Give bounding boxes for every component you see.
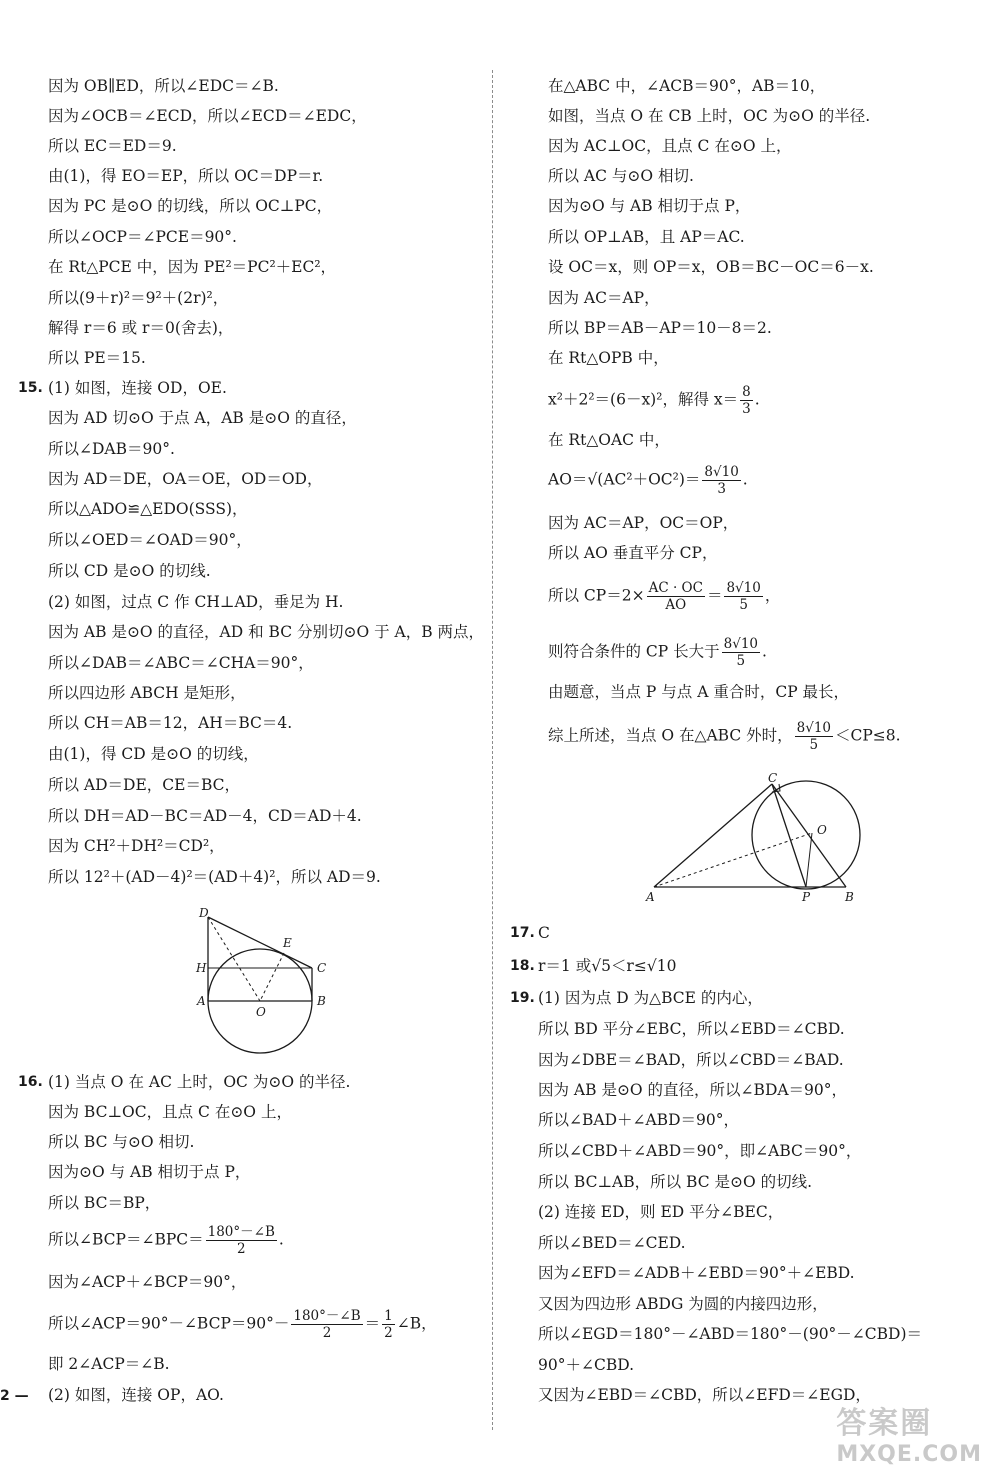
text-line: 因为 AD 切⊙O 于点 A，AB 是⊙O 的直径， [48, 409, 357, 427]
text-line: 在 Rt△PCE 中，因为 PE²＝PC²＋EC²， [48, 258, 337, 276]
numerator: 180°－∠B [293, 1308, 361, 1324]
segment-ac [654, 784, 772, 887]
text-fragment: x²＋2²＝(6－x)²，解得 x＝ [548, 390, 739, 409]
text-line: 即 2∠ACP＝∠B. [48, 1355, 170, 1373]
segment-oe [260, 953, 284, 1001]
numerator: 1 [384, 1308, 393, 1324]
watermark-title: 答案圈 [836, 1406, 933, 1441]
text-line: 所以 OP⊥AB，且 AP＝AC. [548, 228, 745, 246]
text-line: 所以∠OCP＝∠PCE＝90°. [48, 228, 237, 246]
text-line: 因为∠DBE＝∠BAD，所以∠CBD＝∠BAD. [538, 1051, 844, 1069]
fraction [795, 720, 833, 753]
text-line: 因为 OB∥ED，所以∠EDC＝∠B. [48, 77, 279, 95]
text-line: 因为 AB 是⊙O 的直径，AD 和 BC 分别切⊙O 于 A，B 两点， [48, 623, 485, 641]
text-line: 所以 PE＝15. [48, 349, 146, 367]
numerator: 8 [742, 384, 751, 400]
numerator: 8√10 [723, 636, 759, 652]
equation-cp [548, 580, 780, 613]
tangent-dc [208, 917, 312, 968]
text-line: 又因为四边形 ABDG 为圆的内接四边形， [538, 1295, 828, 1313]
fraction [740, 384, 753, 417]
question-number-19: 19. [510, 990, 535, 1006]
text-line: 因为⊙O 与 AB 相切于点 P， [48, 1163, 251, 1181]
text-line: 所以 EC＝ED＝9. [48, 137, 177, 155]
answer-18: r＝1 或√5＜r≤√10 [538, 957, 677, 975]
text-fragment: ， [764, 586, 781, 605]
fraction [206, 1224, 277, 1257]
text-line: 所以∠BED＝∠CED. [538, 1234, 686, 1252]
watermark [836, 1398, 982, 1467]
label-c: C [768, 771, 778, 785]
fraction [382, 1308, 395, 1341]
text-fragment: 所以∠ACP＝90°－∠BCP＝90°－ [48, 1314, 290, 1333]
text-line: 因为⊙O 与 AB 相切于点 P， [548, 197, 751, 215]
text-line: 所以 BP＝AB－AP＝10－8＝2. [548, 319, 772, 337]
text-line: 所以 AC 与⊙O 相切. [548, 167, 694, 185]
text-line: 因为 AC＝AP，OC＝OP， [548, 514, 739, 532]
text-line: 所以 CD 是⊙O 的切线. [48, 562, 211, 580]
text-fragment: ＝ [706, 586, 723, 605]
label-b: B [317, 994, 326, 1008]
segment-cb [772, 784, 846, 887]
text-line: 设 OC＝x，则 OP＝x，OB＝BC－OC＝6－x. [548, 258, 874, 276]
label-h: H [196, 961, 207, 975]
text-line: 由题意，当点 P 与点 A 重合时，CP 最长， [548, 683, 850, 701]
fraction [702, 464, 740, 497]
text-line: 所以∠OED＝∠OAD＝90°， [48, 531, 252, 549]
text-line: (1) 因为点 D 为△BCE 的内心， [538, 989, 763, 1007]
text-fragment: 所以 CP＝2× [548, 586, 645, 605]
question-number-16: 16. [18, 1074, 43, 1090]
text-line: 如图，当点 O 在 CB 上时，OC 为⊙O 的半径. [548, 107, 871, 125]
text-line: 所以 12²＋(AD－4)²＝(AD＋4)²，所以 AD＝9. [48, 868, 381, 886]
text-line: 因为 BC⊥OC，且点 C 在⊙O 上， [48, 1103, 292, 1121]
text-line: 因为 CH²＋DH²＝CD²， [48, 837, 225, 855]
column-divider [492, 70, 493, 1430]
text-line: 由(1)，得 CD 是⊙O 的切线， [48, 745, 259, 763]
numerator: AC · OC [648, 580, 703, 596]
text-line: 所以∠CBD＋∠ABD＝90°，即∠ABC＝90°， [538, 1142, 862, 1160]
denominator: 5 [736, 653, 746, 669]
text-line: 又因为∠EBD＝∠CBD，所以∠EFD＝∠EGD， [538, 1386, 871, 1404]
text-line: 由(1)，得 EO＝EP，所以 OC＝DP＝r. [48, 167, 324, 185]
segment-cp [772, 784, 806, 887]
fraction [724, 580, 762, 613]
text-line: 所以 AO 垂直平分 CP， [548, 544, 718, 562]
question-number-15: 15. [18, 380, 43, 396]
text-line: 在 Rt△OPB 中， [548, 349, 669, 367]
text-line: 所以△ADO≌△EDO(SSS)， [48, 500, 248, 518]
label-c: C [317, 961, 327, 975]
text-line: 在△ABC 中，∠ACB＝90°，AB＝10， [548, 77, 826, 95]
text-line: 所以∠EGD＝180°－∠ABD＝180°－(90°－∠CBD)＝ [538, 1325, 923, 1343]
watermark-url: MXQE.COM [836, 1442, 982, 1467]
text-line: 所以∠BAD＋∠ABD＝90°， [538, 1111, 739, 1129]
equation-acp [48, 1308, 437, 1341]
equation-x [548, 384, 760, 417]
label-o: O [256, 1005, 266, 1019]
denominator: 2 [384, 1325, 393, 1341]
numerator: 180°－∠B [207, 1224, 275, 1240]
denominator: 3 [717, 481, 726, 497]
text-fragment: ＝ [364, 1314, 381, 1333]
numerator: 8√10 [796, 720, 832, 736]
text-line: 因为 AC＝AP， [548, 289, 660, 307]
label-e: E [283, 936, 292, 950]
equation-bcp [48, 1224, 284, 1257]
text-line: 因为 AB 是⊙O 的直径，所以∠BDA＝90°， [538, 1081, 848, 1099]
text-fragment: . [762, 642, 767, 661]
text-fragment: 所以∠BCP＝∠BPC＝ [48, 1230, 204, 1249]
denominator: 2 [322, 1325, 332, 1341]
segment-ao [654, 833, 812, 887]
page-number: 2 — [0, 1388, 29, 1404]
fraction [291, 1308, 362, 1341]
segment-op [806, 833, 812, 887]
text-line: 因为∠EFD＝∠ADB＋∠EBD＝90°＋∠EBD. [538, 1264, 855, 1282]
denominator: 3 [742, 401, 751, 417]
question-number-17: 17. [510, 925, 535, 941]
label-o: O [817, 823, 827, 837]
equation-summary [548, 720, 901, 753]
answer-17: C [538, 924, 550, 942]
text-line: 所以 BC 与⊙O 相切. [48, 1133, 195, 1151]
label-a: A [197, 994, 206, 1008]
text-line: 因为∠ACP＋∠BCP＝90°， [48, 1273, 247, 1291]
text-line: 所以 BD 平分∠EBC，所以∠EBD＝∠CBD. [538, 1020, 845, 1038]
text-line: 因为 AC⊥OC，且点 C 在⊙O 上， [548, 137, 792, 155]
text-line: 解得 r＝6 或 r＝0(舍去)， [48, 319, 234, 337]
text-fragment: 则符合条件的 CP 长大于 [548, 642, 720, 661]
figure-q15 [186, 900, 346, 1060]
label-a: A [646, 890, 655, 904]
text-line: 所以 AD＝DE，CE＝BC， [48, 776, 241, 794]
text-line: 因为 PC 是⊙O 的切线，所以 OC⊥PC， [48, 197, 333, 215]
text-fragment: . [742, 470, 748, 489]
numerator: 8√10 [704, 464, 739, 480]
text-line: 所以 BC＝BP， [48, 1194, 161, 1212]
text-fragment: AO＝√(AC²＋OC²)＝ [548, 470, 701, 489]
text-line: 因为 AD＝DE，OA＝OE，OD＝OD， [48, 470, 323, 488]
text-fragment: 综上所述，当点 O 在△ABC 外时， [548, 726, 793, 745]
label-d: D [199, 906, 209, 920]
numerator: 8√10 [726, 580, 761, 596]
circle-o [752, 781, 860, 889]
text-fragment: . [754, 390, 760, 409]
fraction [722, 636, 760, 669]
text-line: 因为∠OCB＝∠ECD，所以∠ECD＝∠EDC， [48, 107, 367, 125]
text-line: (2) 连接 ED，则 ED 平分∠BEC， [538, 1203, 784, 1221]
text-line: (2) 如图，连接 OP，AO. [48, 1386, 224, 1404]
text-fragment: ＜CP≤8. [835, 726, 901, 745]
label-b: B [845, 890, 854, 904]
text-line: (1) 如图，连接 OD，OE. [48, 379, 227, 397]
text-line: 在 Rt△OAC 中， [548, 431, 670, 449]
text-line: 所以 CH＝AB＝12，AH＝BC＝4. [48, 714, 293, 732]
text-line: 90°＋∠CBD. [538, 1356, 635, 1374]
text-line: (1) 当点 O 在 AC 上时，OC 为⊙O 的半径. [48, 1073, 351, 1091]
denominator: AO [665, 597, 687, 613]
denominator: 5 [809, 737, 819, 753]
text-line: 所以四边形 ABCH 是矩形， [48, 684, 246, 702]
text-fragment: ∠B， [396, 1314, 437, 1333]
text-line: 所以∠DAB＝∠ABC＝∠CHA＝90°， [48, 654, 314, 672]
text-line: 所以∠DAB＝90°. [48, 440, 175, 458]
equation-ao [548, 464, 748, 497]
denominator: 2 [236, 1241, 246, 1257]
text-line: (2) 如图，过点 C 作 CH⊥AD，垂足为 H. [48, 593, 344, 611]
fraction [647, 580, 705, 613]
denominator: 5 [739, 597, 748, 613]
text-fragment: . [278, 1230, 284, 1249]
text-line: 所以 DH＝AD－BC＝AD－4，CD＝AD＋4. [48, 807, 362, 825]
equation-cp-bound [548, 636, 767, 669]
text-line: 所以 BC⊥AB，所以 BC 是⊙O 的切线. [538, 1173, 813, 1191]
question-number-18: 18. [510, 958, 535, 974]
text-line: 所以(9＋r)²＝9²＋(2r)²， [48, 289, 229, 307]
label-p: P [802, 890, 811, 904]
figure-q16 [640, 770, 870, 905]
